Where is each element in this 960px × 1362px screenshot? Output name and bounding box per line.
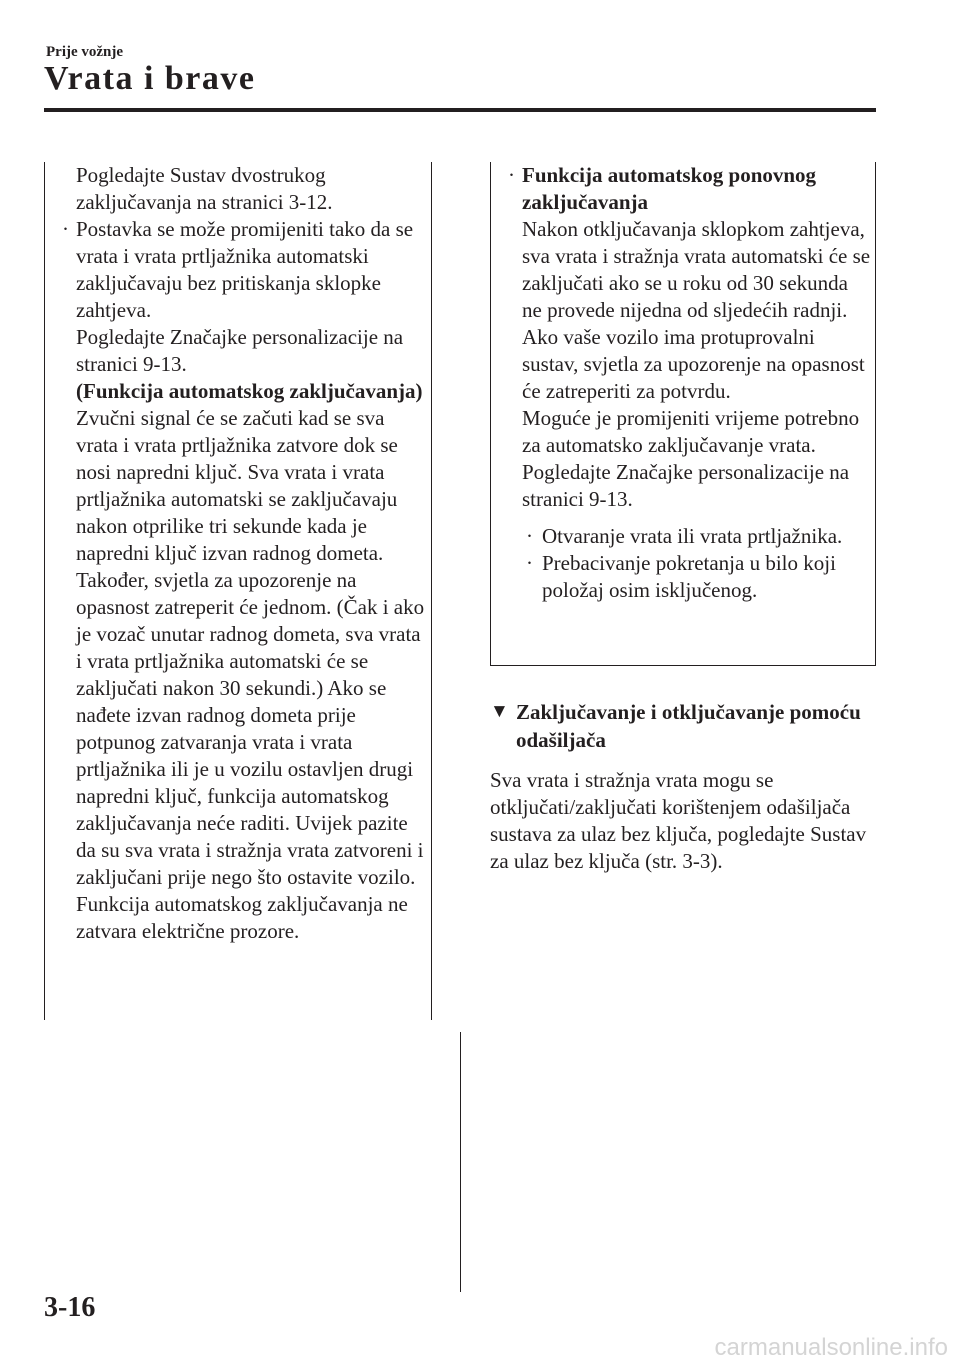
paragraph-auto-relock: Nakon otključavanja sklopkom zahtjeva, sva vrata i stražnja vrata automatski će se zaključati ako se u roku od 30 sekunda ne provede nijedna od sljedećih radnji. Ako vaše vozilo ima protuprovalni sustav, svjetla za upozorenje na opasnost će zatreperiti za potvrdu. [522,217,871,403]
bullet-icon: · [526,551,533,575]
paragraph-change-time: Moguće je promijeniti vrijeme potrebno za automatsko zaključavanje vrata. [522,406,860,457]
left-column [44,162,432,1020]
action-list [522,523,872,604]
bullet-icon: · [62,217,69,241]
bullet-item-setting [62,216,426,324]
paragraph-setting: Postavka se može promijeniti tako da se vrata i vrata prtljažnika automatski zaključavaju bez pritiskanja sklopke zahtjeva. [76,217,414,322]
list-item [522,523,872,550]
left-column-text [62,162,426,945]
auto-relock-heading: Funkcija automatskog ponovnog zaključavanja [522,163,817,214]
page-title: Vrata i brave [44,60,256,97]
header-rule [44,108,876,112]
section-label: Prije vožnje [46,44,124,60]
triangle-down-icon: ▼ [490,701,509,722]
paragraph-personalization-ref: Pogledajte Značajke personalizacije na stranici 9-13. [522,460,850,511]
list-item-text: Prebacivanje pokretanja u bilo koji položaj osim isključenog. [542,551,836,602]
watermark: carmanualsonline.info [714,1334,948,1361]
bullet-icon: · [508,163,515,187]
list-item-text: Otvaranje vrata ili vrata prtljažnika. [542,524,843,548]
transmitter-paragraph: Sva vrata i stražnja vrata mogu se otključati/zaključati korištenjem odašiljača sustava za ulaz bez ključa, pogledajte Sustav za ulaz bez ključa (str. 3-3). [490,768,867,873]
subheading-auto-lock: (Funkcija automatskog zaključavanja) [76,379,423,403]
paragraph-double-lock-ref: Pogledajte Sustav dvostrukog zaključavanja na stranici 3-12. [76,163,333,214]
list-item [522,550,872,604]
column-divider [460,1032,461,1292]
paragraph-auto-lock: Zvučni signal će se začuti kad se sva vrata i vrata prtljažnika zatvore dok se nosi napredni ključ. Sva vrata i vrata prtljažnika automatski se zaključavaju nakon otprilike tri sekunde kada je napredni ključ izvan radnog dometa. Također, svjetla za upozorenje na opasnost zatreperit će jednom. (Čak i ako je vozač unutar radnog dometa, sva vrata i vrata prtljažnika automatski će se zaključati nakon 30 sekundi.) Ako se nađete izvan radnog dometa prije potpunog zatvaranja vrata i vrata prtljažnika ili je u vozilu ostavljen drugi napredni ključ, funkcija automatskog zaključavanja neće raditi. Uvijek pazite da su sva vrata i stražnja vrata zatvoreni i zaključani prije nego što ostavite vozilo. Funkcija automatskog zaključavanja ne zatvara električne prozore. [76,406,425,943]
page-number: 3-16 [44,1292,96,1323]
transmitter-section-heading [490,698,876,754]
transmitter-heading-text: Zaključavanje i otključavanje pomoću odašiljača [516,700,861,752]
bullet-item-auto-relock [508,162,872,216]
auto-relock-box [490,162,876,666]
paragraph-personalization-ref: Pogledajte Značajke personalizacije na stranici 9-13. [76,325,404,376]
auto-relock-text [508,162,872,604]
bullet-icon: · [526,524,533,548]
